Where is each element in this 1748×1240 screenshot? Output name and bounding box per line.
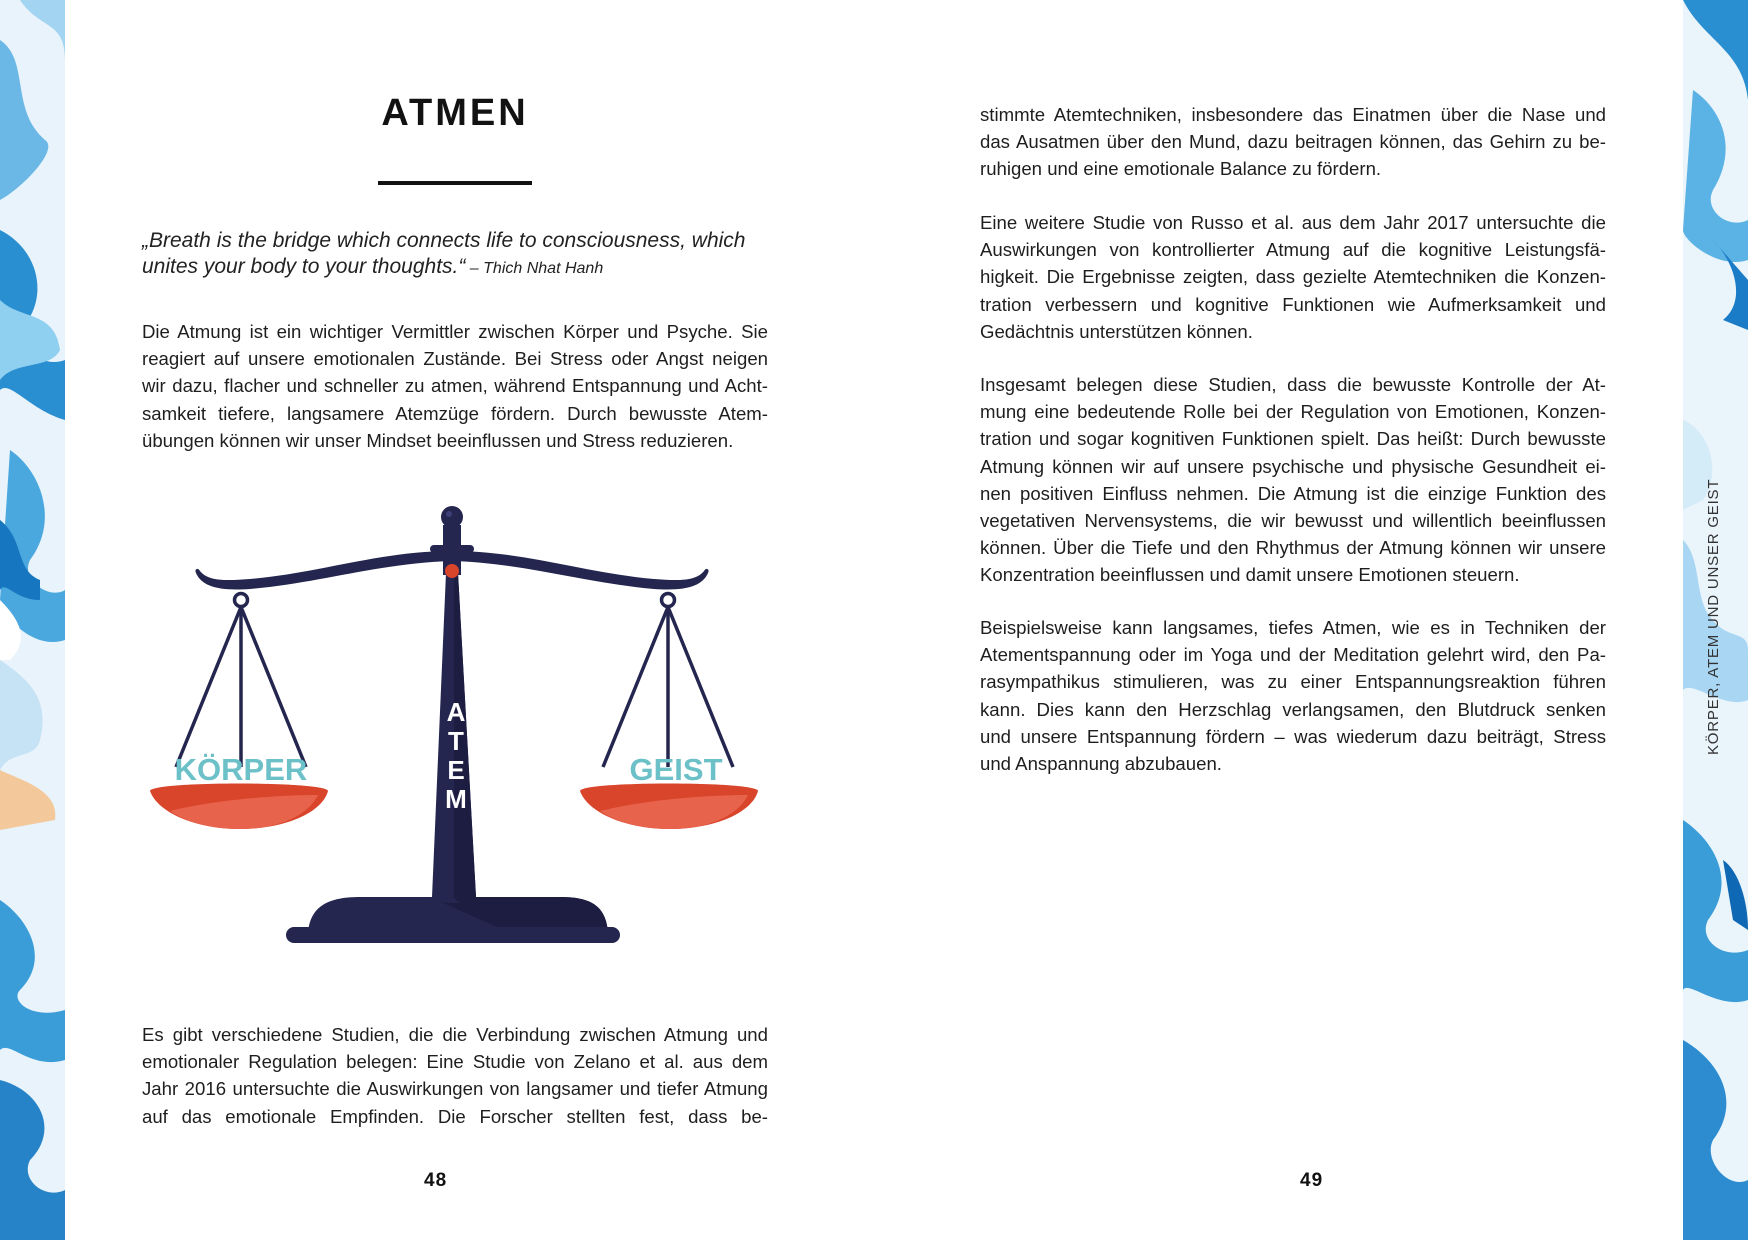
marbled-edge-left xyxy=(0,0,65,1240)
text-line: kann. Dies kann den Herzschlag verlangsamen, den Blutdruck senken xyxy=(980,698,1606,720)
text-line: higkeit. Die Ergebnisse zeigten, dass gezielte Atemtechniken die Konzen- xyxy=(980,266,1606,288)
scale-pivot-dot xyxy=(445,564,459,578)
koerper-label: KÖRPER xyxy=(174,752,308,787)
text-line: Auswirkungen von kontrollierter Atmung auf die kognitive Leistungsfä- xyxy=(980,239,1606,261)
scale-knob xyxy=(441,506,463,528)
example-paragraph xyxy=(980,614,1606,777)
russo-study-paragraph xyxy=(980,209,1606,345)
text-line: Insgesamt belegen diese Studien, dass die bewusste Kontrolle der At- xyxy=(980,374,1606,395)
text-line: ruhigen und eine emotionale Balance zu fördern. xyxy=(980,158,1382,180)
page-number-right: 49 xyxy=(1300,1170,1324,1191)
text-line: mung eine bedeutende Rolle bei der Regulation von Emotionen, Konzen- xyxy=(980,401,1606,423)
text-line: Konzentration beeinflussen und damit unsere Emotionen steuern. xyxy=(980,564,1520,586)
atem-letter: T xyxy=(448,726,464,756)
text-line: rasympathikus stimulieren, was zu einer Entspannungsreaktion führen xyxy=(980,671,1606,693)
atem-letter: M xyxy=(445,784,467,814)
quote-line-2: unites your body to your thoughts.“ xyxy=(142,255,466,278)
text-line: nen positiven Einfluss nehmen. Die Atmung ist die einzige Funktion des xyxy=(980,482,1606,504)
atem-letter: E xyxy=(447,755,465,785)
text-line: emotionaler Regulation belegen: Eine Studie von Zelano et al. aus dem xyxy=(142,1051,768,1073)
text-line: Eine weitere Studie von Russo et al. aus dem Jahr 2017 untersuchte die xyxy=(980,212,1606,233)
text-line: tration verbessern und kognitive Funktionen wie Aufmerksamkeit und xyxy=(980,293,1606,315)
geist-label: GEIST xyxy=(629,752,723,787)
text-line: auf das emotionale Empfinden. Die Forscher stellten fest, dass be- xyxy=(142,1105,768,1127)
text-line: übungen können wir unser Mindset beeinflussen und Stress reduzieren. xyxy=(142,429,734,451)
text-line: Beispielsweise kann langsames, tiefes Atmen, wie es in Techniken der xyxy=(980,617,1606,638)
text-line: das Ausatmen über den Mund, dazu beitragen können, das Gehirn zu be- xyxy=(980,131,1606,153)
text-line: wir dazu, flacher und schneller zu atmen, während Entspannung und Acht- xyxy=(142,375,768,397)
scale-foot xyxy=(286,927,620,943)
page-title: ATMEN xyxy=(381,92,529,134)
text-line: und unsere Entspannung fördern – was wiederum dazu beiträgt, Stress xyxy=(980,725,1606,747)
text-line: Es gibt verschiedene Studien, die die Verbindung zwischen Atmung und xyxy=(142,1024,768,1045)
quote-author: – Thich Nhat Hanh xyxy=(465,260,604,277)
text-line: Gedächtnis unterstützen können. xyxy=(980,320,1253,342)
text-line: Atmung können wir auf unsere psychische und physische Gesundheit ei- xyxy=(980,455,1606,477)
page-number-left: 48 xyxy=(424,1170,448,1191)
title-underline xyxy=(378,181,532,185)
intro-paragraph xyxy=(142,318,768,454)
quote-line-1: „Breath is the bridge which connects life to consciousness, which xyxy=(142,229,746,252)
balance-scale-illustration xyxy=(140,495,780,965)
text-line: stimmte Atemtechniken, insbesondere das Einatmen über die Nase und xyxy=(980,104,1606,125)
text-line: Jahr 2016 untersuchte die Auswirkungen von langsamer und tiefer Atmung xyxy=(142,1078,768,1100)
text-line: tration und sogar kognitiven Funktionen spielt. Das heißt: Durch bewusste xyxy=(980,428,1606,450)
text-line: Atementspannung oder im Yoga und der Meditation gelehrt wird, den Pa- xyxy=(980,644,1606,666)
text-line: vegetativen Nervensystems, die wir bewusst und willentlich beeinflussen xyxy=(980,510,1606,532)
text-line: und Anspannung abzubauen. xyxy=(980,753,1222,775)
summary-paragraph xyxy=(980,371,1606,589)
text-line: samkeit tiefere, langsamere Atemzüge fördern. Durch bewusste Atem- xyxy=(142,402,768,424)
atem-letter: A xyxy=(446,697,466,727)
text-line: Die Atmung ist ein wichtiger Vermittler zwischen Körper und Psyche. Sie xyxy=(142,321,768,342)
text-line: können. Über die Tiefe und den Rhythmus der Atmung können wir unsere xyxy=(980,537,1606,559)
chapter-side-label: KÖRPER, ATEM UND UNSER GEIST xyxy=(1705,478,1722,755)
continuation-paragraph xyxy=(980,101,1606,183)
studies-paragraph xyxy=(142,1021,768,1130)
quote xyxy=(142,228,782,282)
text-line: reagiert auf unsere emotionalen Zustände. Bei Stress oder Angst neigen xyxy=(142,348,768,370)
